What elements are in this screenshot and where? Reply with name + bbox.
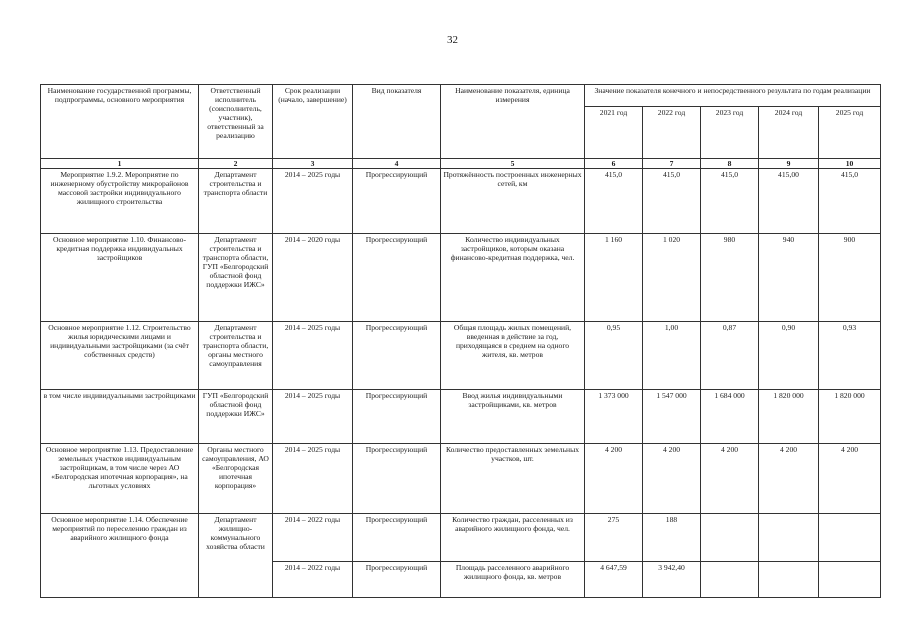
value-cell: 3 942,40 [643,562,701,598]
program-cell: Основное мероприятие 1.13. Предоставление земельных участков индивидуальным застройщикам, в том числе через АО «Белгородская ипотечная корпорация», на льготных условиях [41,444,199,514]
column-number: 9 [759,159,819,169]
program-cell: Мероприятие 1.9.2. Мероприятие по инженерному обустройству микрорайонов массовой застройки индивидуального жилищного строительства [41,169,199,234]
value-cell [759,562,819,598]
value-cell: 980 [701,234,759,322]
program-cell: Основное мероприятие 1.10. Финансово-кредитная поддержка индивидуальных застройщиков [41,234,199,322]
value-cell: 0,93 [819,322,881,390]
header-values-group: Значение показателя конечного и непосредственного результата по годам реализации [585,85,881,107]
value-cell [701,562,759,598]
value-cell: 1 820 000 [819,390,881,444]
table-row [41,169,881,234]
program-cell: в том числе индивидуальными застройщиками [41,390,199,444]
value-cell: 0,90 [759,322,819,390]
value-cell: 4 200 [585,444,643,514]
value-cell: 275 [585,514,643,562]
indicator-cell: Количество индивидуальных застройщиков, которым оказана финансово-кредитная поддержка, чел. [441,234,585,322]
value-cell: 415,0 [643,169,701,234]
header-year-2023: 2023 год [701,107,759,159]
table-row [41,514,881,562]
type-cell: Прогрессирующий [353,444,441,514]
type-cell: Прогрессирующий [353,514,441,562]
header-year-2025: 2025 год [819,107,881,159]
value-cell: 4 200 [819,444,881,514]
value-cell [701,514,759,562]
type-cell: Прогрессирующий [353,169,441,234]
responsible-cell: Департамент строительства и транспорта области, ГУП «Белгородский областной фонд поддержки ИЖС» [199,234,273,322]
column-number: 3 [273,159,353,169]
responsible-cell: Департамент строительства и транспорта области, органы местного самоуправления [199,322,273,390]
column-number: 6 [585,159,643,169]
program-cell: Основное мероприятие 1.14. Обеспечение мероприятий по переселению граждан из аварийного жилищного фонда [41,514,199,598]
type-cell: Прогрессирующий [353,322,441,390]
period-cell: 2014 – 2025 годы [273,390,353,444]
period-cell: 2014 – 2025 годы [273,169,353,234]
table-row [41,444,881,514]
column-number-row [41,159,881,169]
value-cell: 0,87 [701,322,759,390]
value-cell [819,514,881,562]
value-cell: 1 820 000 [759,390,819,444]
value-cell [819,562,881,598]
value-cell: 940 [759,234,819,322]
header-year-2021: 2021 год [585,107,643,159]
indicator-cell: Протяжённость построенных инженерных сетей, км [441,169,585,234]
responsible-cell: Департамент жилищно-коммунального хозяйства области [199,514,273,598]
header-year-2024: 2024 год [759,107,819,159]
type-cell: Прогрессирующий [353,562,441,598]
header-indicator-name: Наименование показателя, единица измерения [441,85,585,159]
responsible-cell: Департамент строительства и транспорта области [199,169,273,234]
responsible-cell: Органы местного самоуправления, АО «Белгородская ипотечная корпорация» [199,444,273,514]
value-cell: 188 [643,514,701,562]
value-cell: 1 020 [643,234,701,322]
value-cell: 4 200 [701,444,759,514]
indicator-cell: Количество граждан, расселенных из аварийного жилищного фонда, чел. [441,514,585,562]
header-program: Наименование государственной программы, подпрограммы, основного мероприятия [41,85,199,159]
period-cell: 2014 – 2025 годы [273,322,353,390]
column-number: 10 [819,159,881,169]
period-cell: 2014 – 2020 годы [273,234,353,322]
value-cell: 1 547 000 [643,390,701,444]
header-responsible: Ответственный исполнитель (соисполнитель, участник), ответственный за реализацию [199,85,273,159]
value-cell: 1 684 000 [701,390,759,444]
indicators-table [40,84,881,598]
indicators-table-container [40,84,880,598]
period-cell: 2014 – 2022 годы [273,562,353,598]
value-cell: 4 647,59 [585,562,643,598]
column-number: 1 [41,159,199,169]
program-cell: Основное мероприятие 1.12. Строительство жилья юридическими лицами и индивидуальными застройщиками (за счёт собственных средств) [41,322,199,390]
header-period: Срок реализации (начало, завершение) [273,85,353,159]
period-cell: 2014 – 2022 годы [273,514,353,562]
value-cell: 1 373 000 [585,390,643,444]
table-row [41,322,881,390]
type-cell: Прогрессирующий [353,234,441,322]
indicator-cell: Площадь расселенного аварийного жилищного фонда, кв. метров [441,562,585,598]
page-number: 32 [447,34,458,46]
table-row [41,234,881,322]
value-cell: 415,00 [759,169,819,234]
column-number: 5 [441,159,585,169]
value-cell: 0,95 [585,322,643,390]
indicator-cell: Ввод жилья индивидуальными застройщиками, кв. метров [441,390,585,444]
value-cell [759,514,819,562]
value-cell: 1 160 [585,234,643,322]
value-cell: 1,00 [643,322,701,390]
value-cell: 4 200 [759,444,819,514]
type-cell: Прогрессирующий [353,390,441,444]
value-cell: 4 200 [643,444,701,514]
value-cell: 415,0 [585,169,643,234]
value-cell: 415,0 [701,169,759,234]
header-indicator-type: Вид показателя [353,85,441,159]
value-cell: 900 [819,234,881,322]
table-row [41,390,881,444]
responsible-cell: ГУП «Белгородский областной фонд поддержки ИЖС» [199,390,273,444]
column-number: 8 [701,159,759,169]
column-number: 2 [199,159,273,169]
column-number: 7 [643,159,701,169]
period-cell: 2014 – 2025 годы [273,444,353,514]
indicator-cell: Общая площадь жилых помещений, введенная в действие за год, приходящаяся в среднем на одного жителя, кв. метров [441,322,585,390]
column-number: 4 [353,159,441,169]
indicator-cell: Количество предоставленных земельных участков, шт. [441,444,585,514]
header-year-2022: 2022 год [643,107,701,159]
value-cell: 415,0 [819,169,881,234]
